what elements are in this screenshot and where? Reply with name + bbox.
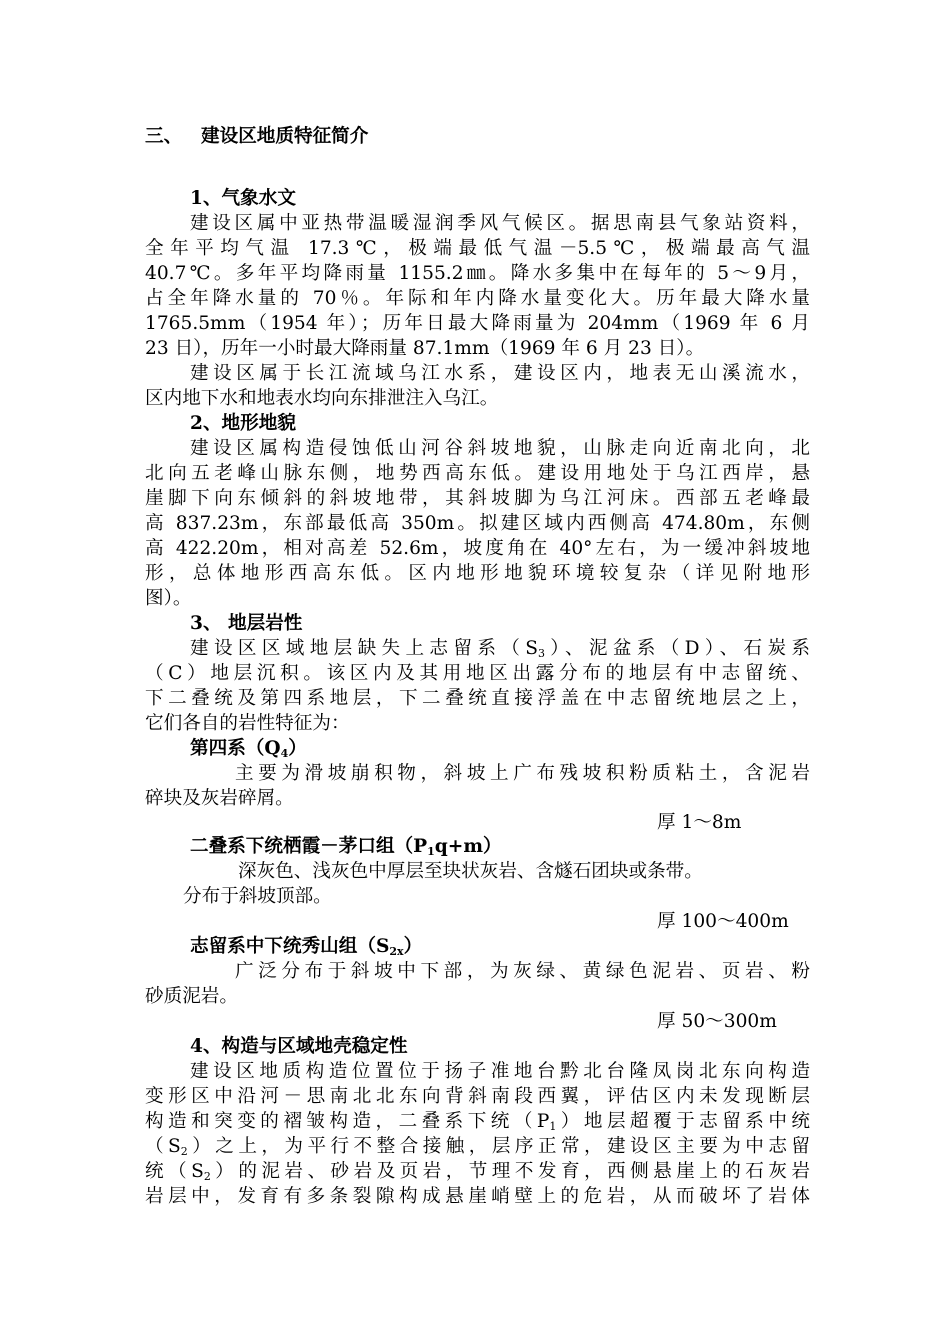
text-line: 岩层中，发育有多条裂隙构成悬崖峭壁上的危岩，从而破坏了岩体 bbox=[145, 1186, 810, 1207]
text-line: 变形区中沿河－思南北北东向背斜南段西翼，评估区内未发现断层 bbox=[145, 1086, 810, 1107]
text-line: 碎块及灰岩碎屑。 bbox=[145, 788, 294, 809]
text-line: 主要为滑坡崩积物，斜坡上广布残坡积粉质粘土，含泥岩 bbox=[235, 763, 810, 784]
text-line: 广泛分布于斜坡中下部，为灰绿、黄绿色泥岩、页岩、粉 bbox=[235, 961, 810, 982]
text-line: 下二叠统及第四系地层，下二叠统直接浮盖在中志留统地层之上， bbox=[145, 688, 810, 709]
text-line: 构造和突变的褶皱构造，二叠系下统$(P_1)$地层超覆于志留系中统 bbox=[145, 1111, 810, 1133]
text-line: 北向五老峰山脉东侧，地势西高东低。建设用地处于乌江西岸，悬 bbox=[145, 463, 810, 484]
text-line: 1765.5mm（1954 年）；历年日最大降雨量为 204mm（1969 年 6 月 bbox=[145, 313, 810, 334]
text-line: 建设区地质构造位置位于扬子准地台黔北台隆凤岗北东向构造 bbox=[190, 1061, 810, 1082]
heading-text: 1、气象水文 bbox=[190, 188, 296, 209]
subheading-text: 二叠系下统栖霞－茅口组$(P_1q+m)$ bbox=[190, 836, 502, 858]
text-line: 砂质泥岩。 bbox=[145, 986, 238, 1007]
text-line: 23 日），历年一小时最大降雨量 87.1mm（1969 年 6 月 23 日）。 bbox=[145, 338, 705, 359]
text-line: 建设区属构造侵蚀低山河谷斜坡地貌，山脉走向近南北向，北 bbox=[190, 438, 810, 459]
text-line: （C）地层沉积。该区内及其用地区出露分布的地层有中志留统、 bbox=[145, 663, 810, 684]
heading-text: 3、 地层岩性 bbox=[190, 613, 303, 634]
subheading-text: 志留系中下统秀山组$(S_{2x})$ bbox=[190, 936, 423, 958]
text-line: 图）。 bbox=[145, 588, 192, 609]
section-title-number: 三、 bbox=[145, 126, 183, 147]
heading-text: 4、构造与区域地壳稳定性 bbox=[190, 1036, 408, 1057]
thickness-label: 厚 50～300m bbox=[657, 1011, 777, 1032]
text-line: 崖脚下向东倾斜的斜坡地带，其斜坡脚为乌江河床。西部五老峰最 bbox=[145, 488, 810, 509]
text-line: 占全年降水量的 70％。年际和年内降水量变化大。历年最大降水量 bbox=[145, 288, 810, 309]
thickness-label: 厚 1～8m bbox=[657, 812, 742, 833]
text-line: 深灰色、浅灰色中厚层至块状灰岩、含燧石团块或条带。 bbox=[238, 861, 703, 882]
text-line: 建设区属中亚热带温暖湿润季风气候区。据思南县气象站资料， bbox=[190, 213, 810, 234]
text-line: 建设区区域地层缺失上志留系$(S_3)$、泥盆系（D）、石炭系 bbox=[190, 638, 810, 660]
text-line: 区内地下水和地表水均向东排泄注入乌江。 bbox=[145, 388, 499, 409]
subheading-text: 第四系$(Q_4)$ bbox=[190, 738, 307, 760]
section-title-text: 建设区地质特征简介 bbox=[201, 126, 369, 147]
text-line: 40.7℃。多年平均降雨量 1155.2㎜。降水多集中在每年的 5～9月， bbox=[145, 263, 810, 284]
text-line: 高 837.23m，东部最低高 350m。拟建区域内西侧高 474.80m，东侧 bbox=[145, 513, 810, 534]
text-line: 分布于斜坡顶部。 bbox=[183, 886, 332, 907]
text-line: $(S_2)$之上，为平行不整合接触，层序正常，建设区主要为中志留 bbox=[145, 1136, 810, 1158]
text-line: 形，总体地形西高东低。区内地形地貌环境较复杂（详见附地形 bbox=[145, 563, 810, 584]
text-line: 统$(S_2)$的泥岩、砂岩及页岩，节理不发育，西侧悬崖上的石灰岩 bbox=[145, 1161, 810, 1183]
text-line: 建设区属于长江流域乌江水系，建设区内，地表无山溪流水， bbox=[190, 363, 810, 384]
text-line: 全年平均气温 17.3℃，极端最低气温－5.5℃，极端最高气温 bbox=[145, 238, 810, 259]
text-line: 它们各自的岩性特征为： bbox=[145, 713, 350, 734]
text-line: 高 422.20m，相对高差 52.6m，坡度角在 40°左右，为一缓冲斜坡地 bbox=[145, 538, 810, 559]
heading-text: 2、地形地貌 bbox=[190, 413, 296, 434]
thickness-label: 厚 100～400m bbox=[657, 911, 789, 932]
